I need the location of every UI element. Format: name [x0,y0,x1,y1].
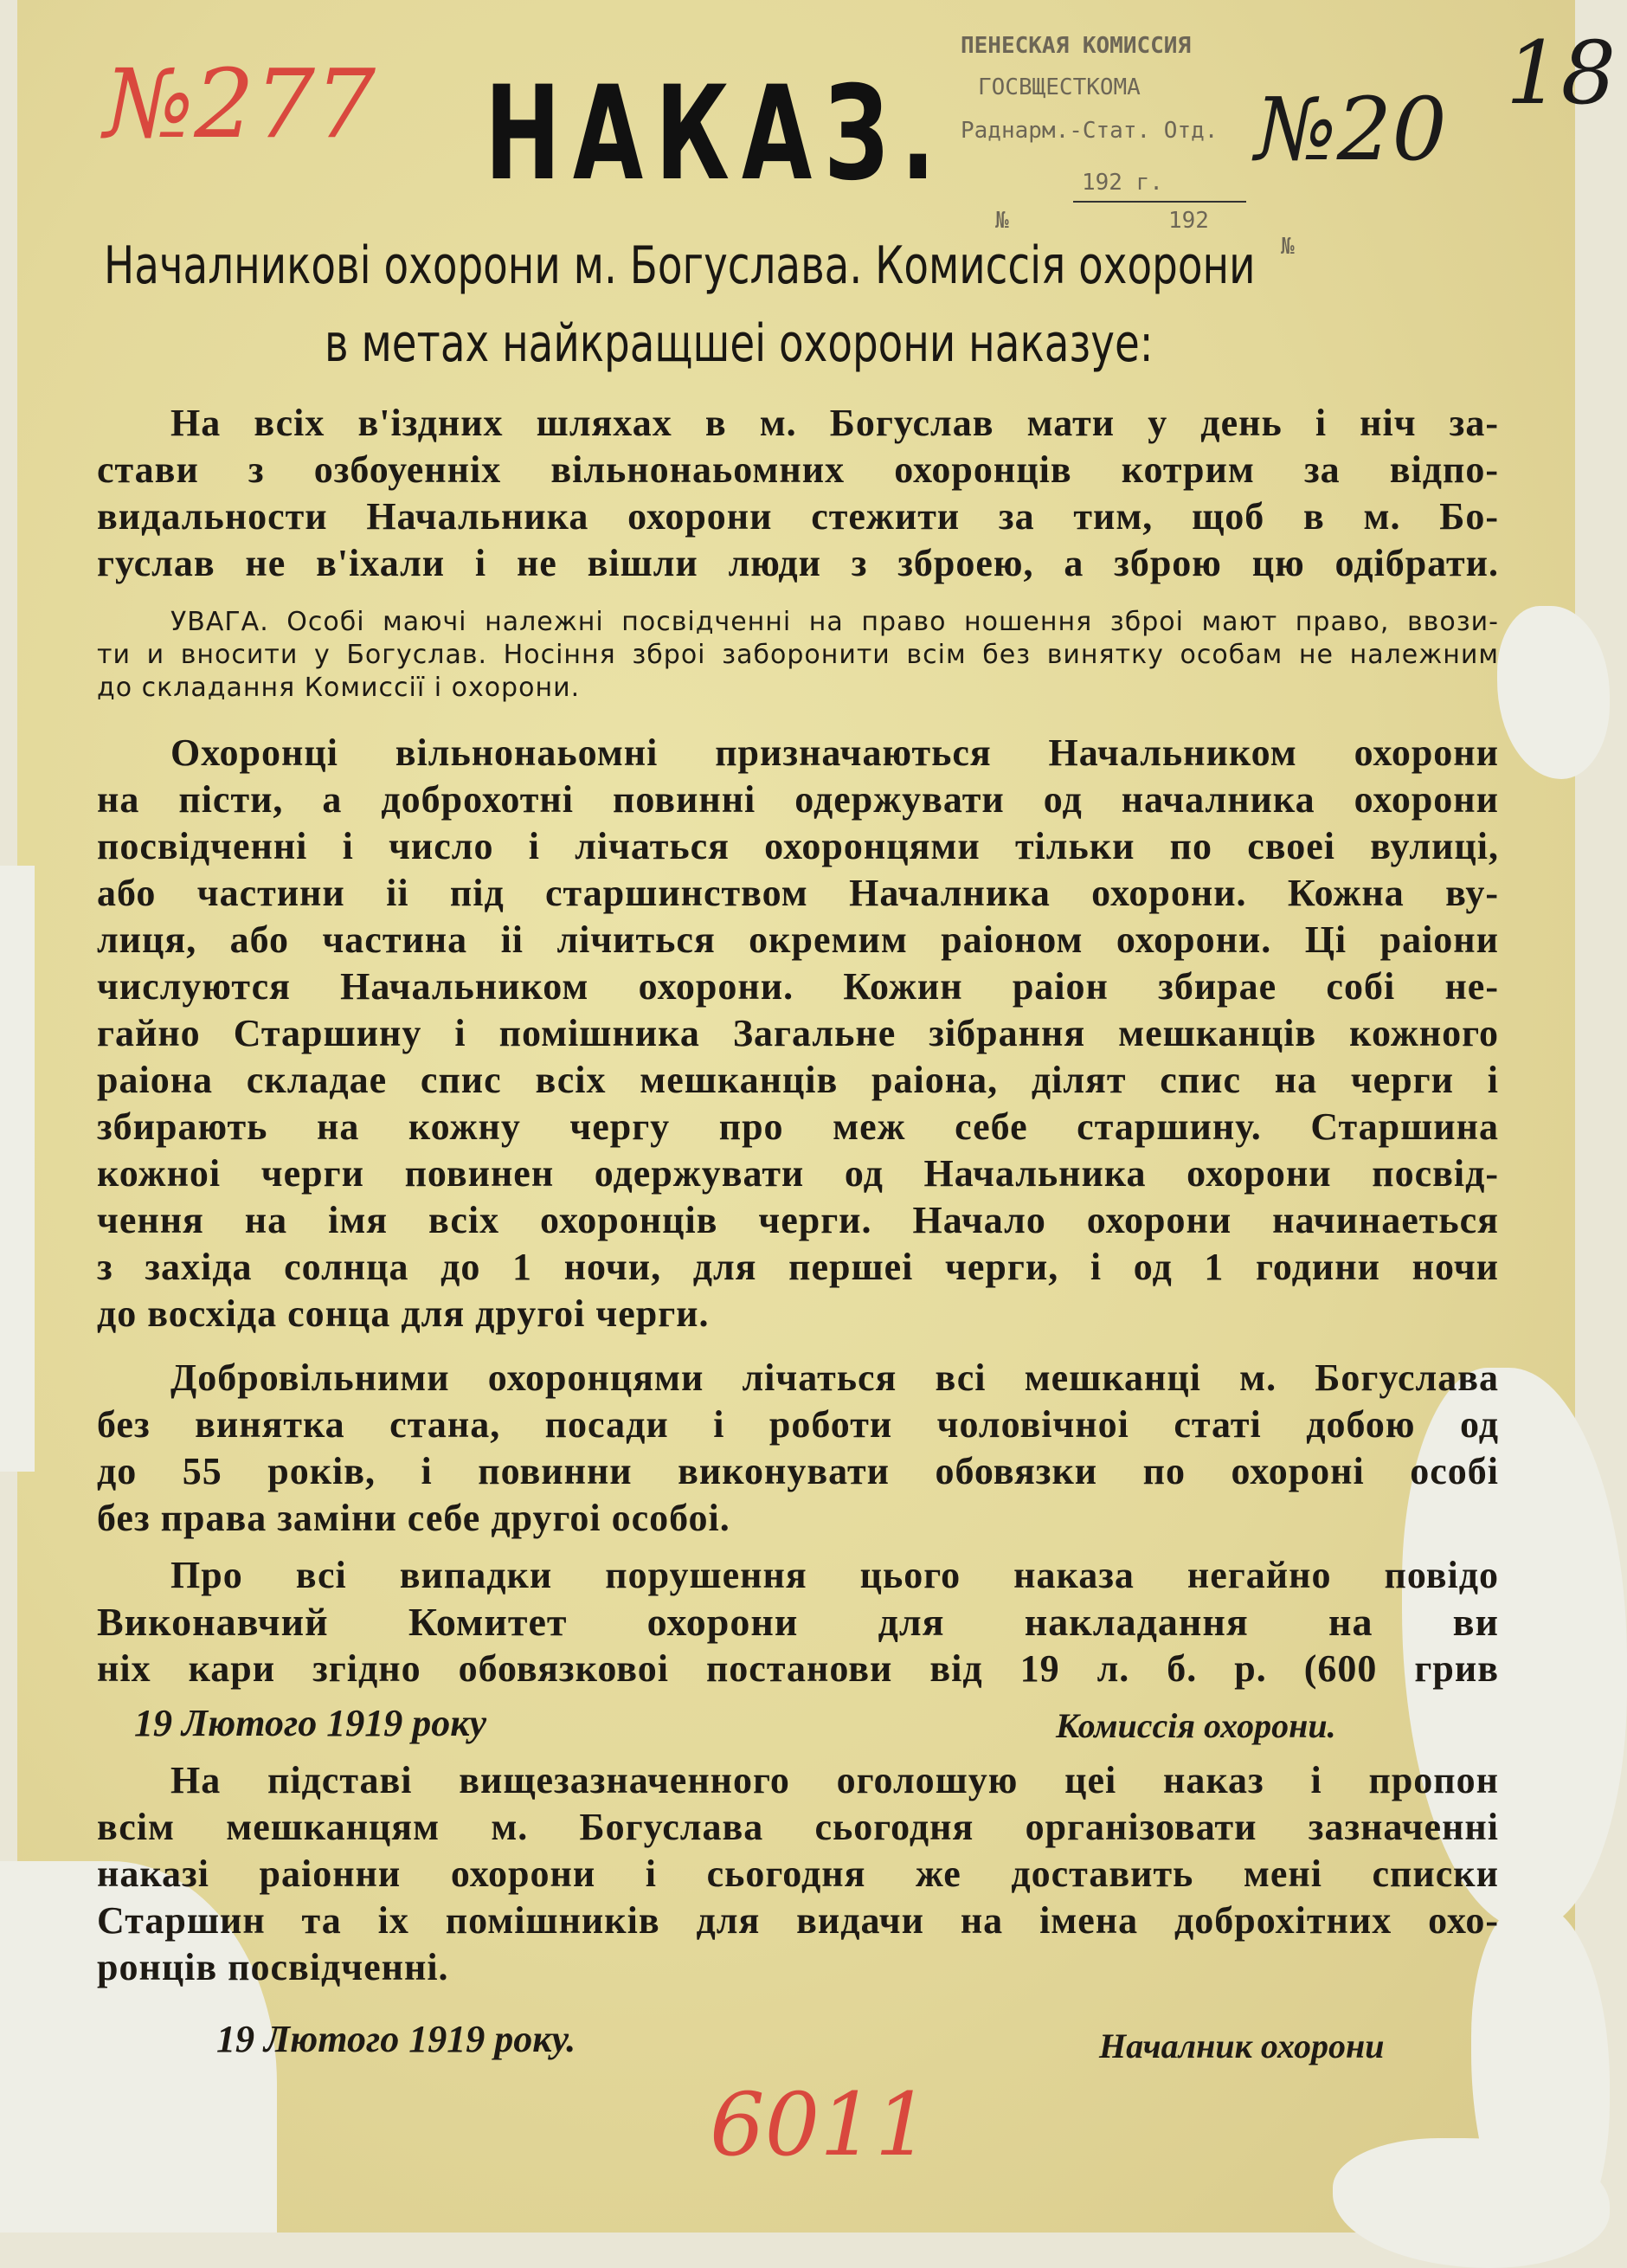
paragraph-2 [97,730,1499,1337]
stamp-text: ПЕНЕСКАЯ КОМИССИЯ [961,33,1192,59]
text-line: гуслав не в'іхали і не вішли люди з зброею, а зброю цю одібрати. [97,542,1499,584]
text-line: ніх кари згідно обовязковоі постанови від 19 л. б. р. (600 грив [97,1647,1499,1690]
date-commission: 19 Лютого 1919 року [134,1702,487,1744]
stamp-text: ГОСВЩЕСТКОМА [978,74,1141,100]
text-line: гайно Старшину і помішника Загальне зібрання мешканців кожного [97,1012,1499,1054]
signature-commission: Комиссія охорони. [1056,1706,1336,1745]
text-line: На підставі вищезазначенного оголошую цеі наказ і пропон [170,1759,1499,1801]
stamp-text: № [1281,234,1295,260]
text-line: на пісти, а доброхотні повинні одержувати од началника охорони [97,778,1499,821]
text-line: На всіх в'іздних шляхах в м. Богуслав мати у день і ніч за- [170,402,1499,444]
text-line: посвідченні і число і лічаться охоронцями тільки по своеі вулиці, [97,825,1499,867]
text-line: всім мешканцям м. Богуслава сьогодня організовати зазначенні [97,1806,1499,1848]
text-line: видальности Начальника охорони стежити за тим, щоб в м. Бо- [97,495,1499,538]
text-line: раіона складае спис всіх мешканців раіона, ділят спис на черги і [97,1059,1499,1101]
text-line: наказі раіонни охорони і сьогодня же доставить мені списки [97,1852,1499,1895]
torn-edge [0,866,35,1472]
text-line: Про всі випадки порушення цього наказа негайно повідо [170,1554,1499,1596]
red-handwritten-number: №277 [104,48,376,159]
text-line: без права заміни себе другоі особоі. [97,1497,730,1539]
paragraph-4 [97,1552,1499,1692]
text-line: ти и вносити у Богуслав. Носіння зброі заборонити всім без винятку особам не належним [97,640,1499,670]
text-line: УВАГА. Особі маючі належні посвідченні на право ношення зброі мают право, ввози- [170,607,1499,637]
date-chief: 19 Лютого 1919 року. [216,2018,576,2060]
text-line: до складання Комиссії і охорони. [97,673,581,703]
text-line: Виконавчий Комитет охорони для накладання на ви [97,1600,1499,1644]
stamp-text: Раднарм.-Стат. Отд. [961,118,1219,144]
text-line: Старшин та іх помішників для видачи на імена доброхітних охо- [97,1899,1499,1942]
paragraph-3 [97,1355,1499,1542]
text-line: до 55 років, і повинни виконувати обовязки по охороні особі [97,1450,1499,1492]
text-line: ронців посвідченні. [97,1946,449,1988]
subtitle-line: Началникові охорони м. Богуслава. Комиссія охорони [104,235,1256,296]
stamp-text: 192 г. [1082,170,1163,196]
stamp-text: 192 [1168,208,1209,234]
text-line: числуются Начальником охорони. Кожин раіон збирае собі не- [97,965,1499,1008]
paragraph-1 [97,400,1499,587]
red-handwritten-number: 6011 [710,2074,930,2175]
text-line: до восхіда сонца для другоі черги. [97,1292,710,1335]
document-title: НАКАЗ. [485,59,948,209]
text-line: збирають на кожну чергу про меж себе старшину. Старшина [97,1105,1499,1148]
text-line: чення на імя всіх охоронців черги. Начало охорони начинаеться [97,1199,1499,1241]
text-line: Добровільними охоронцями лічаться всі мешканці м. Богуслава [170,1356,1499,1399]
text-line: стави з озбоуенніх вільнонаьомних охоронців котрим за відпо- [97,448,1499,491]
text-line: Охоронці вільнонаьомні призначаються Начальником охорони [170,731,1499,774]
text-line: лиця, або частина іі лічиться окремим раіоном охорони. Ці раіони [97,918,1499,961]
paragraph-5 [97,1757,1499,1991]
text-line: кожноі черги повинен одержувати од Начальника охорони посвід- [97,1152,1499,1195]
note-paragraph [97,606,1499,705]
handwritten-side-number: 18 [1506,23,1617,124]
text-line: або частини іі під старшинством Началника охорони. Кожна ву- [97,872,1499,914]
subtitle-line: в метах найкращшеі охорони наказуе: [325,313,1154,374]
stamp-underline [1073,201,1246,203]
text-line: без винятка стана, посади і роботи чоловічноі статі добою од [97,1403,1499,1446]
handwritten-registry-number: №20 [1255,79,1447,180]
stamp-text: № [995,208,1009,234]
text-line: з західа солнца до 1 ночи, для першеі черги, і од 1 години ночи [97,1246,1499,1288]
signature-chief: Началник охорони [1099,2026,1385,2065]
